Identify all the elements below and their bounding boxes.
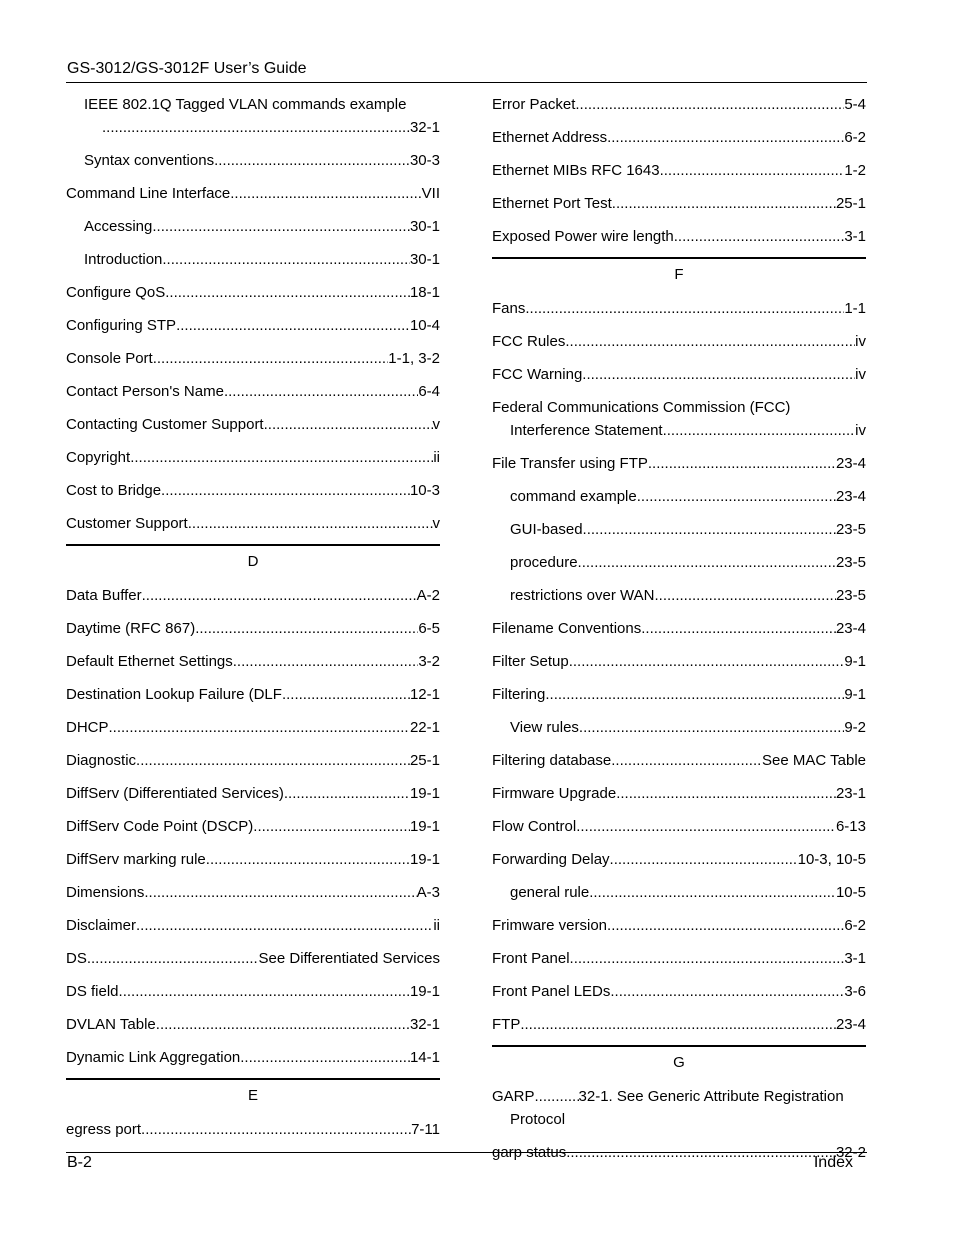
leader-dots — [570, 947, 845, 970]
entry-label: Configuring STP — [66, 317, 177, 334]
index-entry — [66, 909, 440, 942]
entry-page: v — [432, 416, 440, 433]
leader-dots — [674, 225, 845, 248]
leader-dots — [637, 485, 836, 508]
entry-label: Default Ethernet Settings — [66, 653, 233, 670]
entry-page: 9-1 — [844, 686, 866, 703]
index-entry — [66, 441, 440, 474]
index-entry — [492, 187, 866, 220]
entry-page: A-2 — [416, 587, 440, 604]
index-entry — [66, 612, 440, 645]
index-entry — [66, 144, 440, 177]
index-entry — [492, 645, 866, 678]
leader-dots — [136, 749, 410, 772]
entry-label: Cost to Bridge — [66, 482, 162, 499]
leader-dots — [102, 116, 410, 139]
entry-label: Console Port — [66, 350, 153, 367]
index-entry — [492, 942, 866, 975]
index-entry — [492, 843, 866, 876]
index-entry — [66, 876, 440, 909]
header-rule — [66, 82, 867, 83]
footer-section-name: Index — [813, 1154, 853, 1171]
entry-page: 10-5 — [835, 884, 866, 901]
leader-dots — [230, 182, 421, 205]
index-entry — [66, 777, 440, 810]
entry-page: 1-1, 3-2 — [388, 350, 440, 367]
leader-dots — [654, 584, 835, 607]
entry-label: Firmware Upgrade — [492, 785, 617, 802]
entry-label: Error Packet — [492, 96, 576, 113]
leader-dots — [535, 1085, 579, 1108]
leader-dots — [253, 815, 410, 838]
entry-page: ii — [433, 917, 440, 934]
leader-dots — [87, 947, 259, 970]
entry-page: 23-4 — [835, 1016, 866, 1033]
entry-label: DS field — [66, 983, 119, 1000]
index-entry — [492, 480, 866, 513]
leader-dots — [282, 683, 410, 706]
index-entry — [492, 810, 866, 843]
index-entry — [66, 645, 440, 678]
index-entry — [492, 358, 866, 391]
entry-page: 23-5 — [835, 587, 866, 604]
entry-label: Exposed Power wire length — [492, 228, 674, 245]
leader-dots — [545, 683, 844, 706]
index-entry — [492, 325, 866, 358]
leader-dots — [578, 551, 836, 574]
leader-dots — [616, 782, 836, 805]
entry-page: 25-1 — [409, 752, 440, 769]
leader-dots — [520, 1013, 836, 1036]
leader-dots — [607, 126, 844, 149]
entry-page: See Differentiated Services — [258, 950, 440, 967]
entry-label: procedure — [510, 554, 578, 571]
leader-dots — [663, 419, 856, 442]
leader-dots — [109, 716, 410, 739]
entry-page: 1-2 — [844, 162, 866, 179]
entry-page: 30-3 — [409, 152, 440, 169]
leader-dots — [156, 1013, 410, 1036]
entry-label: Protocol — [510, 1111, 566, 1128]
entry-page: 32-1. See Generic Attribute Registration — [578, 1088, 844, 1105]
entry-label: FCC Rules — [492, 333, 566, 350]
entry-label: IEEE 802.1Q Tagged VLAN commands example — [84, 96, 407, 113]
entry-label: restrictions over WAN — [510, 587, 655, 604]
entry-label: Dimensions — [66, 884, 145, 901]
entry-page: 25-1 — [835, 195, 866, 212]
leader-dots — [224, 380, 418, 403]
leader-dots — [576, 815, 836, 838]
index-entry — [492, 292, 866, 325]
index-entry — [66, 1041, 440, 1074]
entry-label: Ethernet MIBs RFC 1643 — [492, 162, 660, 179]
entry-page: VII — [421, 185, 440, 202]
index-entry — [492, 612, 866, 645]
entry-page: 19-1 — [409, 851, 440, 868]
index-entry — [66, 276, 440, 309]
section-letter-f: F — [492, 257, 866, 292]
index-entry — [492, 579, 866, 612]
leader-dots — [206, 848, 410, 871]
index-entry — [66, 579, 440, 612]
entry-page: 12-1 — [409, 686, 440, 703]
index-entry — [66, 711, 440, 744]
entry-label: Copyright — [66, 449, 131, 466]
entry-page: A-3 — [416, 884, 440, 901]
entry-label: Frimware version — [492, 917, 608, 934]
entry-label: Accessing — [84, 218, 153, 235]
entry-page: 32-1 — [409, 119, 440, 136]
entry-page: ii — [433, 449, 440, 466]
leader-dots — [136, 914, 433, 937]
index-entry — [492, 876, 866, 909]
leader-dots — [612, 192, 836, 215]
entry-label: DVLAN Table — [66, 1016, 156, 1033]
leader-dots — [119, 980, 410, 1003]
entry-page: 19-1 — [409, 983, 440, 1000]
entry-label: Forwarding Delay — [492, 851, 610, 868]
entry-page: 14-1 — [409, 1049, 440, 1066]
entry-label: FCC Warning — [492, 366, 583, 383]
entry-page: 10-3, 10-5 — [797, 851, 866, 868]
entry-page: 6-13 — [835, 818, 866, 835]
index-entry — [492, 909, 866, 942]
index-entry — [492, 88, 866, 121]
entry-label: command example — [510, 488, 637, 505]
index-entry — [66, 210, 440, 243]
index-entry — [66, 507, 440, 540]
entry-page: See MAC Table — [762, 752, 866, 769]
index-entry — [492, 546, 866, 579]
index-entry — [66, 116, 440, 144]
leader-dots — [162, 248, 410, 271]
index-entry — [66, 342, 440, 375]
entry-label: Filename Conventions — [492, 620, 642, 637]
entry-label: Filtering — [492, 686, 546, 703]
entry-page: 3-1 — [844, 950, 866, 967]
entry-label: Daytime (RFC 867) — [66, 620, 196, 637]
entry-label: Fans — [492, 300, 526, 317]
entry-page: 6-5 — [418, 620, 440, 637]
index-entry — [492, 711, 866, 744]
entry-page: 10-3 — [409, 482, 440, 499]
entry-page: 23-5 — [835, 521, 866, 538]
entry-page: iv — [855, 333, 866, 350]
entry-label: egress port — [66, 1121, 142, 1138]
index-entry — [492, 154, 866, 187]
index-entry — [66, 975, 440, 1008]
entry-label: Disclaimer — [66, 917, 137, 934]
entry-label: Introduction — [84, 251, 163, 268]
index-entry — [66, 810, 440, 843]
entry-page: iv — [855, 366, 866, 383]
index-entry — [66, 177, 440, 210]
entry-page: 9-1 — [844, 653, 866, 670]
leader-dots — [144, 881, 416, 904]
entry-label: Ethernet Port Test — [492, 195, 612, 212]
entry-label: FTP — [492, 1016, 521, 1033]
index-entry — [492, 678, 866, 711]
entry-label: garp status — [492, 1144, 567, 1161]
entry-label: Command Line Interface — [66, 185, 231, 202]
entry-page: 7-11 — [411, 1121, 440, 1138]
entry-page: 19-1 — [409, 818, 440, 835]
entry-label: general rule — [510, 884, 590, 901]
leader-dots — [641, 617, 836, 640]
entry-label: File Transfer using FTP — [492, 455, 648, 472]
leader-dots — [195, 617, 418, 640]
index-entry — [492, 419, 866, 447]
entry-label: DS — [66, 950, 87, 967]
entry-label: Interference Statement — [510, 422, 663, 439]
leader-dots — [582, 363, 855, 386]
index-entry — [66, 942, 440, 975]
index-entry — [492, 391, 866, 419]
entry-label: DiffServ (Differentiated Services) — [66, 785, 284, 802]
leader-dots — [240, 1046, 410, 1069]
entry-label: Contacting Customer Support — [66, 416, 264, 433]
entry-label: Contact Person's Name — [66, 383, 224, 400]
entry-label: Customer Support — [66, 515, 188, 532]
entry-label: Destination Lookup Failure (DLF — [66, 686, 282, 703]
entry-label: Data Buffer — [66, 587, 142, 604]
leader-dots — [607, 914, 844, 937]
index-entry — [66, 243, 440, 276]
leader-dots — [153, 347, 389, 370]
leader-dots — [152, 215, 410, 238]
index-entry — [66, 408, 440, 441]
entry-label: DiffServ marking rule — [66, 851, 206, 868]
leader-dots — [161, 479, 410, 502]
entry-page: 22-1 — [409, 719, 440, 736]
leader-dots — [610, 980, 844, 1003]
entry-label: Ethernet Address — [492, 129, 608, 146]
index-entry — [66, 1008, 440, 1041]
index-entry — [492, 1008, 866, 1041]
entry-page: v — [432, 515, 440, 532]
index-entry — [492, 975, 866, 1008]
entry-page: 30-1 — [409, 218, 440, 235]
leader-dots — [565, 330, 855, 353]
leader-dots — [575, 93, 844, 116]
index-entry — [492, 513, 866, 546]
entry-label: Syntax conventions — [84, 152, 215, 169]
leader-dots — [611, 749, 762, 772]
entry-page: 6-4 — [418, 383, 440, 400]
index-entry — [492, 1108, 866, 1136]
leader-dots — [648, 452, 836, 475]
entry-label: GARP — [492, 1088, 535, 1105]
entry-page: 6-2 — [844, 129, 866, 146]
entry-page: 5-4 — [844, 96, 866, 113]
index-entry — [66, 678, 440, 711]
leader-dots — [130, 446, 433, 469]
index-entry — [492, 1080, 866, 1108]
index-entry — [492, 121, 866, 154]
entry-label: Filtering database — [492, 752, 612, 769]
leader-dots — [214, 149, 410, 172]
entry-page: 3-2 — [418, 653, 440, 670]
entry-label: DHCP — [66, 719, 109, 736]
entry-label: Front Panel LEDs — [492, 983, 611, 1000]
index-entry — [492, 447, 866, 480]
index-entry — [492, 744, 866, 777]
entry-label: DiffServ Code Point (DSCP) — [66, 818, 254, 835]
leader-dots — [233, 650, 419, 673]
index-entry — [66, 375, 440, 408]
index-entry — [66, 744, 440, 777]
leader-dots — [165, 281, 410, 304]
entry-page: iv — [855, 422, 866, 439]
entry-page: 30-1 — [409, 251, 440, 268]
leader-dots — [142, 584, 417, 607]
entry-page: 3-6 — [844, 983, 866, 1000]
footer-rule — [66, 1152, 867, 1153]
leader-dots — [610, 848, 798, 871]
index-column-left — [66, 88, 440, 1146]
entry-label: Flow Control — [492, 818, 577, 835]
entry-label: View rules — [510, 719, 579, 736]
leader-dots — [569, 650, 845, 673]
page-header-title: GS-3012/GS-3012F User’s Guide — [67, 60, 307, 77]
index-column-right — [492, 88, 866, 1169]
leader-dots — [579, 716, 844, 739]
entry-page: 3-1 — [844, 228, 866, 245]
entry-page: 32-1 — [409, 1016, 440, 1033]
entry-page: 10-4 — [409, 317, 440, 334]
entry-page: 23-1 — [835, 785, 866, 802]
entry-page: 32-2 — [835, 1144, 866, 1161]
leader-dots — [525, 297, 844, 320]
entry-label: Federal Communications Commission (FCC) — [492, 399, 791, 416]
entry-page: 23-5 — [835, 554, 866, 571]
entry-page: 9-2 — [844, 719, 866, 736]
leader-dots — [176, 314, 410, 337]
entry-label: GUI-based — [510, 521, 583, 538]
leader-dots — [141, 1118, 411, 1141]
entry-page: 23-4 — [835, 620, 866, 637]
entry-page: 6-2 — [844, 917, 866, 934]
entry-label: Diagnostic — [66, 752, 137, 769]
leader-dots — [589, 881, 836, 904]
entry-page: 18-1 — [409, 284, 440, 301]
entry-page: 23-4 — [835, 488, 866, 505]
leader-dots — [660, 159, 845, 182]
index-entry — [66, 309, 440, 342]
entry-page: 1-1 — [844, 300, 866, 317]
index-entry — [66, 474, 440, 507]
index-entry — [66, 88, 440, 116]
entry-page: 23-4 — [835, 455, 866, 472]
index-entry — [492, 220, 866, 253]
leader-dots — [284, 782, 410, 805]
section-letter-g: G — [492, 1045, 866, 1080]
leader-dots — [583, 518, 836, 541]
leader-dots — [188, 512, 433, 535]
index-entry — [492, 777, 866, 810]
index-entry — [66, 843, 440, 876]
section-letter-d: D — [66, 544, 440, 579]
section-letter-e: E — [66, 1078, 440, 1113]
entry-label: Configure QoS — [66, 284, 166, 301]
leader-dots — [264, 413, 433, 436]
page-number: B-2 — [67, 1154, 92, 1171]
entry-page: 19-1 — [409, 785, 440, 802]
entry-label: Filter Setup — [492, 653, 569, 670]
entry-label: Front Panel — [492, 950, 570, 967]
index-entry — [66, 1113, 440, 1146]
entry-label: Dynamic Link Aggregation — [66, 1049, 241, 1066]
